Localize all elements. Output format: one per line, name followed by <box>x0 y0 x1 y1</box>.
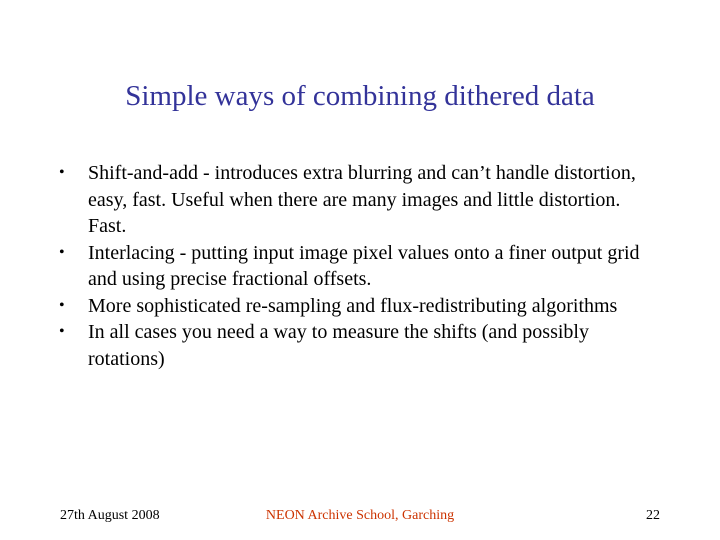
footer-page-number: 22 <box>646 508 660 523</box>
footer-event-name: NEON Archive School, Garching <box>265 508 455 523</box>
bullet-text: In all cases you need a way to measure the shifts (and possibly rotations) <box>88 321 589 370</box>
bullet-text: Interlacing - putting input image pixel values onto a finer output grid and using precise fractional offsets. <box>88 241 640 290</box>
bullet-dot-icon: • <box>59 296 65 314</box>
bullet-text: More sophisticated re-sampling and flux-redistributing algorithms <box>88 294 618 317</box>
bullet-dot-icon: • <box>59 164 65 181</box>
bullet-item <box>58 240 658 293</box>
bullet-item <box>58 160 658 240</box>
bullet-text: Shift-and-add - introduces extra blurring and can’t handle distortion, easy, fast. Useful when there are many images and little distortion. Fast. <box>88 162 636 237</box>
bullet-item <box>58 319 658 372</box>
bullet-dot-icon: • <box>59 323 65 340</box>
slide-title: Simple ways of combining dithered data <box>125 80 595 112</box>
bullet-dot-icon: • <box>59 243 65 261</box>
footer-date: 27th August 2008 <box>60 508 160 523</box>
bullet-item <box>58 293 658 320</box>
bullet-list <box>58 160 658 372</box>
